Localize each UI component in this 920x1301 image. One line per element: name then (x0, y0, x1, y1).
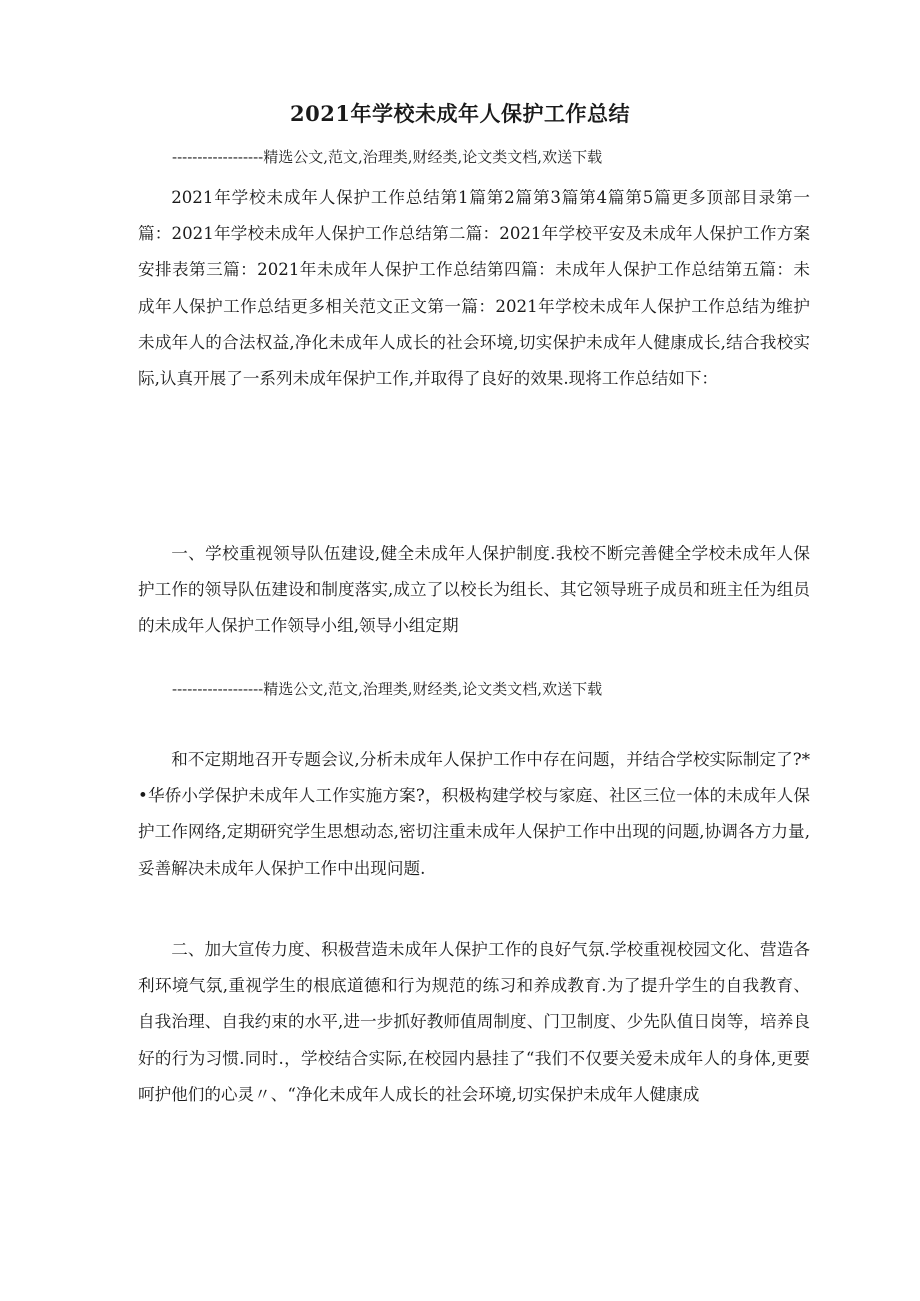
paragraph-intro: 2021年学校未成年人保护工作总结第1篇第2篇第3篇第4篇第5篇更多顶部目录第一篇：2021年学校未成年人保护工作总结第二篇：2021年学校平安及未成年人保护工作方案安排表第三篇：2021年未成年人保护工作总结第四篇：未成年人保护工作总结第五篇：未成年人保护工作总结更多相关范文正文第一篇：2021年学校未成年人保护工作总结为维护未成年人的合法权益,净化未成年人成长的社会环境,切实保护未成年人健康成长,结合我校实际,认真开展了一系列未成年保护工作,并取得了良好的效果.现将工作总结如下： (138, 188, 810, 389)
mid-banner: ------------------精选公文,范文,治理类,财经类,论文类文档,欢送下载 (172, 680, 603, 698)
paragraph-section-one-continued: 和不定期地召开专题会议,分析未成年人保护工作中存在问题，并结合学校实际制定了?*•华侨小学保护未成年人工作实施方案?，积极构建学校与家庭、社区三位一体的未成年人保护工作网络,定期研究学生思想动态,密切注重未成年人保护工作中出现的问题,协调各方力量,妥善解决未成年人保护工作中出现问题. (138, 750, 810, 878)
header-banner: ------------------精选公文,范文,治理类,财经类,论文类文档,欢送下载 (172, 148, 603, 166)
paragraph-section-two: 二、加大宣传力度、积极营造未成年人保护工作的良好气氛.学校重视校园文化、营造各利环境气氛,重视学生的根底道德和行为规范的练习和养成教育.为了提升学生的自我教育、自我治理、自我约束的水平,进一步抓好教师值周制度、门卫制度、少先队值日岗等，培养良好的行为习惯.同时.，学校结合实际,在校园内悬挂了“我们不仅要关爱未成年人的身体,更要呵护他们的心灵〃、“净化未成年人成长的社会环境,切实保护未成年人健康成 (138, 940, 810, 1104)
document-title: 2021年学校未成年人保护工作总结 (290, 101, 630, 126)
paragraph-section-one: 一、学校重视领导队伍建设,健全未成年人保护制度.我校不断完善健全学校未成年人保护工作的领导队伍建设和制度落实,成立了以校长为组长、其它领导班子成员和班主任为组员的未成年人保护工作领导小组,领导小组定期 (138, 544, 810, 636)
